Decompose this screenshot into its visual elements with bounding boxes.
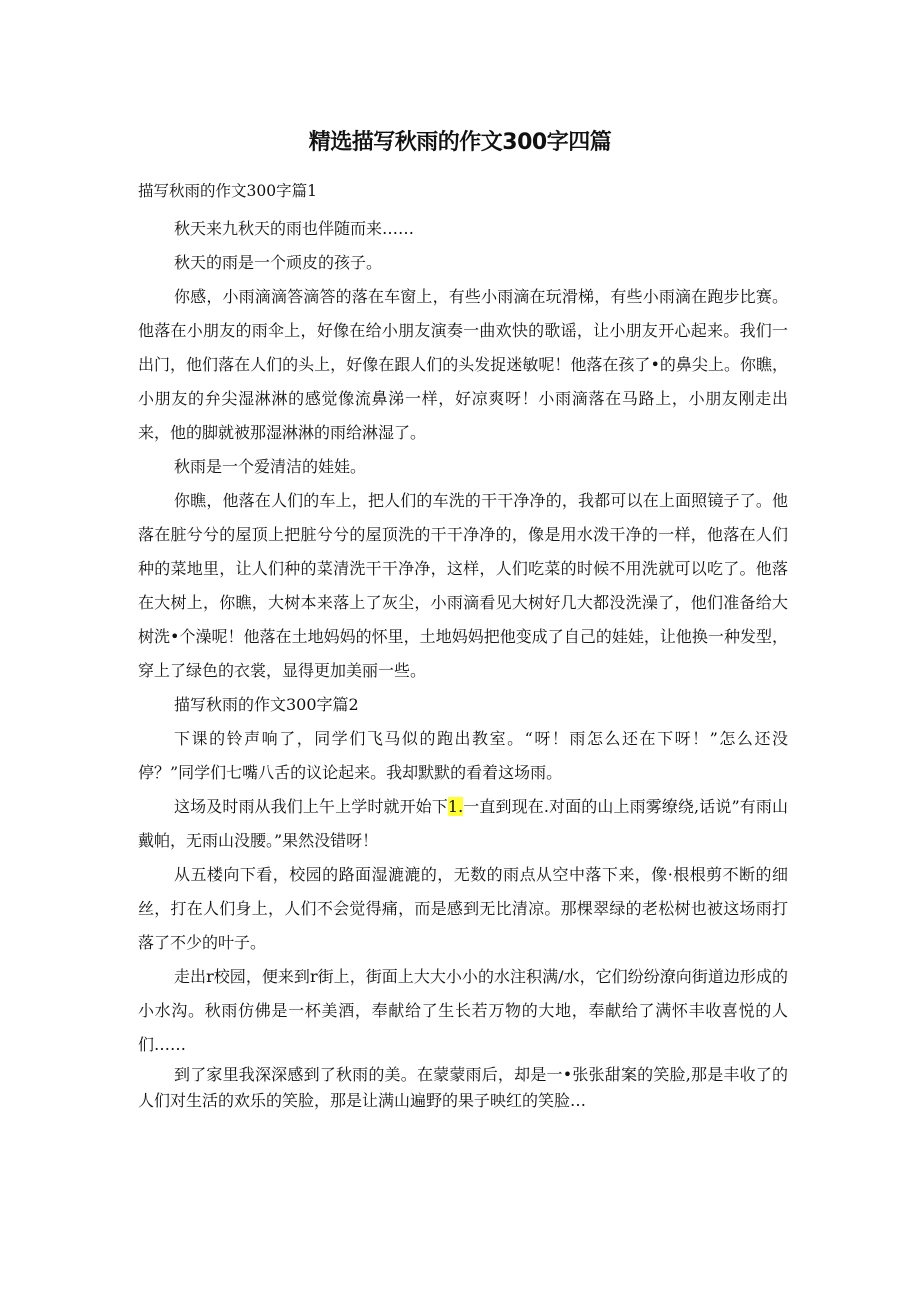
paragraph: 秋天来九秋天的雨也伴随而来……: [174, 219, 415, 238]
paragraph: 下课的铃声响了，同学们飞马似的跑出教室。“呀！雨怎么还在下呀！”怎么还没停？”同学们七嘴八舌的议论起来。我却默默的看着这场雨。: [138, 729, 788, 782]
highlighted-text: 1.: [447, 797, 464, 816]
document-title: 精选描写秋雨的作文300字四篇: [308, 130, 612, 155]
paragraph: 到了家里我深深感到了秋雨的美。在蒙蒙雨后，却是一•张张甜案的笑脸,那是丰收了的人们对生活的欢乐的笑脸，那是让满山遍野的果子映红的笑脸…: [138, 1065, 788, 1110]
paragraph: 走出r校园，便来到r街上，街面上大大小小的水注积满/水，它们纷纷潦向街道边形成的小水沟。秋雨仿佛是一杯美酒，奉献给了生长若万物的大地，奉献给了满怀丰收喜悦的人们……: [138, 967, 788, 1054]
document-body: [138, 178, 788, 1114]
section-heading-2: 描写秋雨的作文300字篇2: [174, 695, 359, 714]
paragraph: 秋天的雨是一个顽皮的孩子。: [174, 253, 383, 272]
paragraph: 你瞧，他落在人们的车上，把人们的车洗的干干净净的，我都可以在上面照镜子了。他落在脏兮兮的屋顶上把脏兮兮的屋顶洗的干干净净的，像是用水泼干净的一样，他落在人们种的菜地里，让人们种的菜清洗干干净净，这样，人们吃菜的时候不用洗就可以吃了。他落在大树上，你瞧，大树本来落上了灰尘，小雨滴看见大树好几大都没洗澡了，他们准备给大树洗•个澡呢！他落在土地妈妈的怀里，土地妈妈把他变成了自己的娃娃，让他换一种发型，穿上了绿色的衣裳，显得更加美丽一些。: [138, 491, 788, 680]
paragraph-text: 这场及时雨从我们上午上学时就开始下: [174, 797, 448, 816]
paragraph-with-highlight: [138, 790, 788, 858]
paragraph-text: 一直到现在.对面的山上雨雾缭绕,话说”有雨山戴帕，无雨山没腰。”果然没错呀！: [138, 797, 788, 850]
section-heading-1: 描写秋雨的作文300字篇1: [138, 182, 317, 200]
paragraph: 秋雨是一个爱清洁的娃娃。: [174, 457, 367, 476]
paragraph: 从五楼向下看，校园的路面湿漉漉的，无数的雨点从空中落下来，像·根根剪不断的细丝，打在人们身上，人们不会觉得痛，而是感到无比清凉。那棵翠绿的老松树也被这场雨打落了不少的叶子。: [138, 865, 788, 952]
paragraph: 你感，小雨滴滴答滴答的落在车窗上，有些小雨滴在玩滑梯，有些小雨滴在跑步比赛。他落在小朋友的雨伞上，好像在给小朋友演奏一曲欢快的歌谣，让小朋友开心起来。我们一出门，他们落在人们的头上，好像在跟人们的头发捉迷敏呢！他落在孩了•的鼻尖上。你瞧，小朋友的弁尖湿淋淋的感觉像流鼻涕一样，好凉爽呀！小雨滴落在马路上，小朋友刚走出来，他的脚就被那湿淋淋的雨给淋湿了。: [138, 287, 788, 442]
